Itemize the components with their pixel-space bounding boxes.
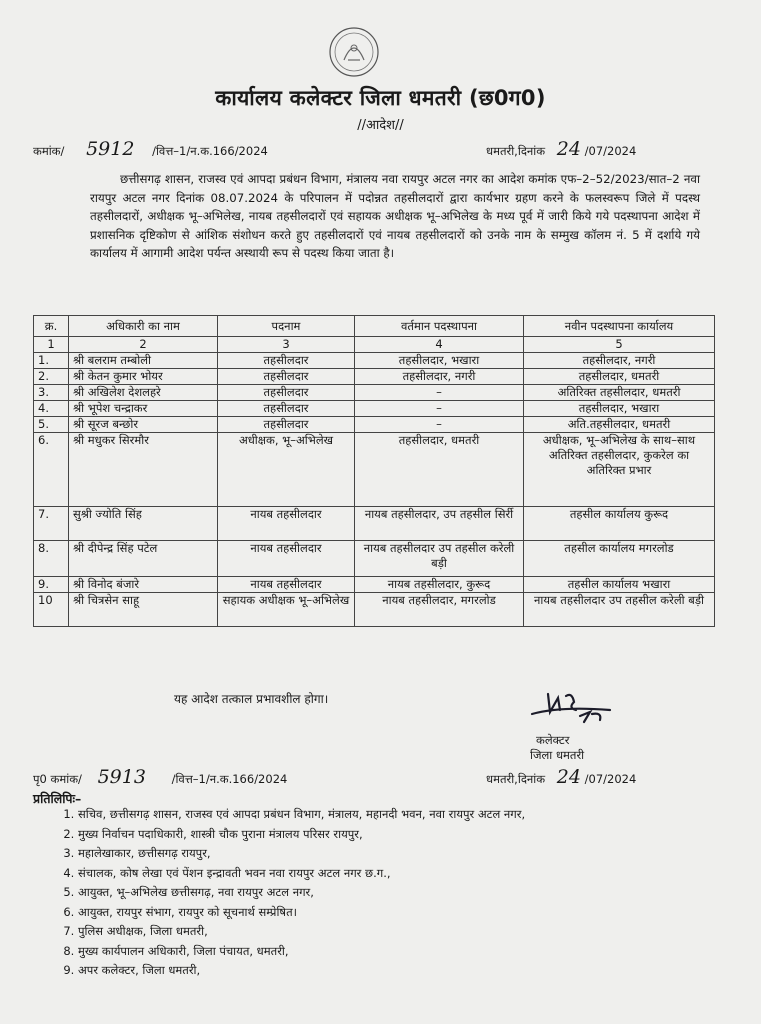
copies-list <box>52 806 718 982</box>
row-sn: 5. <box>34 417 69 433</box>
row-sn: 6. <box>34 433 69 507</box>
signatory-block <box>530 733 584 763</box>
row-name: श्री दीपेन्द्र सिंह पटेल <box>69 541 218 577</box>
row-designation: अधीक्षक, भू–अभिलेख <box>218 433 355 507</box>
row-new: अधीक्षक, भू–अभिलेख के साथ–साथ अतिरिक्त तहसीलदार, कुकरेल का अतिरिक्त प्रभार <box>524 433 715 507</box>
table-row <box>34 433 715 507</box>
row-current: – <box>355 417 524 433</box>
endorsement-number-label: पृ0 कमांक/ <box>33 772 82 786</box>
row-new: तहसीलदार, भखारा <box>524 401 715 417</box>
row-current: नायब तहसीलदार, मगरलोड <box>355 593 524 627</box>
table-row <box>34 385 715 401</box>
row-sn: 10 <box>34 593 69 627</box>
list-item: 9. अपर कलेक्टर, जिला धमतरी, <box>78 962 718 979</box>
list-item: 6. आयुक्त, रायपुर संभाग, रायपुर को सूचनार्थ सम्प्रेषित। <box>78 904 718 921</box>
row-new: अति.तहसीलदार, धमतरी <box>524 417 715 433</box>
row-current: नायब तहसीलदार, कुरूद <box>355 577 524 593</box>
col-number: 4 <box>355 337 524 353</box>
row-name: श्री बलराम तम्बोली <box>69 353 218 369</box>
table-row <box>34 507 715 541</box>
row-designation: तहसीलदार <box>218 353 355 369</box>
row-current: – <box>355 401 524 417</box>
list-item: 5. आयुक्त, भू–अभिलेख छत्तीसगढ़, नवा रायपुर अटल नगर, <box>78 884 718 901</box>
row-designation: तहसीलदार <box>218 417 355 433</box>
order-date-line <box>486 138 636 160</box>
row-current: नायब तहसीलदार, उप तहसील सिर्री <box>355 507 524 541</box>
posting-table <box>33 315 715 627</box>
list-item: 3. महालेखाकार, छत्तीसगढ़ रायपुर, <box>78 845 718 862</box>
row-designation: सहायक अधीक्षक भू–अभिलेख <box>218 593 355 627</box>
row-name: श्री भूपेश चन्द्राकर <box>69 401 218 417</box>
table-row <box>34 353 715 369</box>
copies-label: प्रतिलिपिः– <box>33 791 82 806</box>
endorsement-number: 5913 <box>97 766 146 788</box>
col-number: 3 <box>218 337 355 353</box>
row-name: सुश्री ज्योति सिंह <box>69 507 218 541</box>
list-item: 4. संचालक, कोष लेखा एवं पेंशन इन्द्रावती भवन नवा रायपुर अटल नगर छ.ग., <box>78 865 718 882</box>
row-designation: तहसीलदार <box>218 401 355 417</box>
row-new: तहसील कार्यालय मगरलोड <box>524 541 715 577</box>
row-current: – <box>355 385 524 401</box>
row-name: श्री विनोद बंजारे <box>69 577 218 593</box>
row-designation: तहसीलदार <box>218 369 355 385</box>
column-number-row <box>34 337 715 353</box>
row-designation: तहसीलदार <box>218 385 355 401</box>
order-place-date-label: धमतरी,दिनांक <box>486 144 546 158</box>
row-designation: नायब तहसीलदार <box>218 507 355 541</box>
table-row <box>34 417 715 433</box>
table-row <box>34 401 715 417</box>
office-title: कार्यालय कलेक्टर जिला धमतरी (छ0ग0) <box>215 86 546 110</box>
endorsement-number-line <box>33 766 287 788</box>
row-current: तहसीलदार, धमतरी <box>355 433 524 507</box>
endorsement-place-date-label: धमतरी,दिनांक <box>486 772 546 786</box>
signatory-designation: कलेक्टर <box>536 733 570 747</box>
table-row <box>34 369 715 385</box>
row-new: तहसीलदार, नगरी <box>524 353 715 369</box>
order-heading: //आदेश// <box>357 118 404 133</box>
order-file-ref: /वित्त–1/न.क.166/2024 <box>152 144 268 158</box>
row-name: श्री केतन कुमार भोयर <box>69 369 218 385</box>
table-row <box>34 593 715 627</box>
col-header-name: अधिकारी का नाम <box>69 316 218 337</box>
row-sn: 1. <box>34 353 69 369</box>
row-name: श्री चित्रसेन साहू <box>69 593 218 627</box>
row-sn: 8. <box>34 541 69 577</box>
list-item: 8. मुख्य कार्यपालन अधिकारी, जिला पंचायत, धमतरी, <box>78 943 718 960</box>
order-number-label: कमांक/ <box>33 144 65 158</box>
row-sn: 2. <box>34 369 69 385</box>
state-emblem-icon <box>326 24 382 78</box>
col-header-new: नवीन पदस्थापना कार्यालय <box>524 316 715 337</box>
list-item: 1. सचिव, छत्तीसगढ़ शासन, राजस्व एवं आपदा प्रबंधन विभाग, मंत्रालय, महानदी भवन, नवा रायपुर अटल नगर, <box>78 806 718 823</box>
effective-note: यह आदेश तत्काल प्रभावशील होगा। <box>174 692 329 706</box>
col-number: 2 <box>69 337 218 353</box>
order-body-paragraph: छत्तीसगढ़ शासन, राजस्व एवं आपदा प्रबंधन विभाग, मंत्रालय नवा रायपुर अटल नगर का आदेश कमांक एफ–2–52/2023/सात–2 नवा रायपुर अटल नगर दिनांक 08.07.2024 के परिपालन में पदोन्नत तहसीलदारों द्वारा कार्यभार ग्रहण करने के फलस्वरूप जिले में पदस्थ तहसीलदारों, अधीक्षक भू–अभिलेख, नायब तहसीलदारों एवं सहायक अधीक्षक भू–अभिलेख के मध्य पूर्व में जारी किये गये पदस्थापना आदेश में प्रशासनिक दृष्टिकोण से आंशिक संशोधन करते हुए तहसीलदारों एवं नायब तहसीलदारों को उनके नाम के सम्मुख कॉलम नं. 5 में दर्शाये गये कार्यालय में आगामी आदेश पर्यन्त अस्थायी रूप से पदस्थ किया जाता है। <box>90 172 700 261</box>
col-header-current: वर्तमान पदस्थापना <box>355 316 524 337</box>
row-name: श्री मधुकर सिरमौर <box>69 433 218 507</box>
row-new: अतिरिक्त तहसीलदार, धमतरी <box>524 385 715 401</box>
row-new: तहसील कार्यालय भखारा <box>524 577 715 593</box>
row-name: श्री अखिलेश देशलहरे <box>69 385 218 401</box>
signatory-district: जिला धमतरी <box>530 748 585 762</box>
col-number: 1 <box>34 337 69 353</box>
list-item: 2. मुख्य निर्वाचन पदाधिकारी, शास्त्री चौक पुराना मंत्रालय परिसर रायपुर, <box>78 826 718 843</box>
endorsement-file-ref: /वित्त–1/न.क.166/2024 <box>171 772 288 786</box>
col-header-designation: पदनाम <box>218 316 355 337</box>
row-new: नायब तहसीलदार उप तहसील करेली बड़ी <box>524 593 715 627</box>
order-day: 24 <box>556 138 581 160</box>
row-designation: नायब तहसीलदार <box>218 577 355 593</box>
order-date-rest: /07/2024 <box>584 144 637 158</box>
col-header-sn: क्र. <box>34 316 69 337</box>
order-number-line <box>33 138 268 160</box>
endorsement-date-line <box>486 766 636 788</box>
table-row <box>34 541 715 577</box>
row-current: तहसीलदार, भखारा <box>355 353 524 369</box>
list-item: 7. पुलिस अधीक्षक, जिला धमतरी, <box>78 923 718 940</box>
table-row <box>34 577 715 593</box>
table-header-row <box>34 316 715 337</box>
row-new: तहसील कार्यालय कुरूद <box>524 507 715 541</box>
row-sn: 3. <box>34 385 69 401</box>
handwritten-signature <box>520 688 630 732</box>
row-current: नायब तहसीलदार उप तहसील करेली बड़ी <box>355 541 524 577</box>
col-number: 5 <box>524 337 715 353</box>
row-designation: नायब तहसीलदार <box>218 541 355 577</box>
row-current: तहसीलदार, नगरी <box>355 369 524 385</box>
row-sn: 9. <box>34 577 69 593</box>
endorsement-day: 24 <box>556 766 581 788</box>
row-name: श्री सूरज बन्छोर <box>69 417 218 433</box>
row-sn: 4. <box>34 401 69 417</box>
row-sn: 7. <box>34 507 69 541</box>
endorsement-date-rest: /07/2024 <box>584 772 637 786</box>
order-number: 5912 <box>86 138 135 160</box>
row-new: तहसीलदार, धमतरी <box>524 369 715 385</box>
